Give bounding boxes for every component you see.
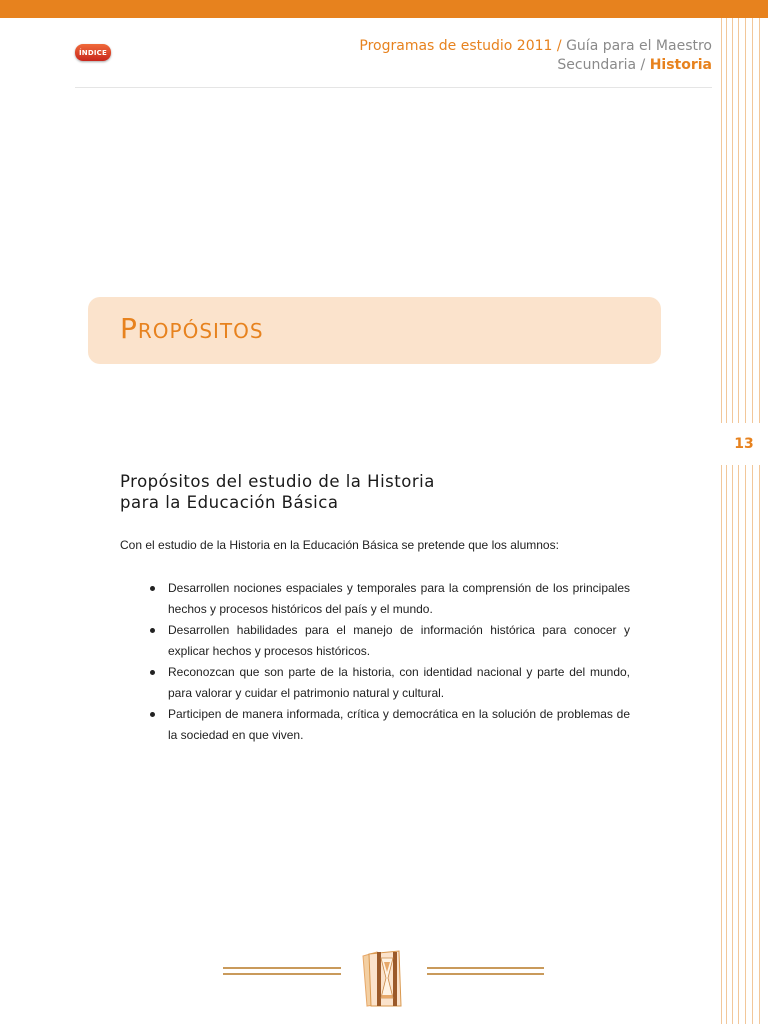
decorative-line bbox=[732, 18, 733, 1024]
decorative-line bbox=[759, 18, 760, 1024]
list-item: Participen de manera informada, crítica y democrática en la solución de problemas de la sociedad en que viven. bbox=[150, 704, 630, 746]
page-number bbox=[720, 423, 768, 465]
decorative-line bbox=[745, 18, 746, 1024]
hourglass-icon bbox=[355, 948, 413, 1008]
intro-paragraph: Con el estudio de la Historia en la Educación Básica se pretende que los alumnos: bbox=[120, 538, 559, 552]
decorative-line bbox=[752, 18, 753, 1024]
level-label: Secundaria bbox=[557, 57, 637, 73]
header-separator: / bbox=[640, 57, 646, 73]
decorative-line bbox=[726, 18, 727, 1024]
decorative-line bbox=[738, 18, 739, 1024]
list-item: Reconozcan que son parte de la historia, con identidad nacional y parte del mundo, para valorar y cuidar el patrimonio natural y cultural. bbox=[150, 662, 630, 704]
header-divider bbox=[75, 87, 712, 88]
subject-label: Historia bbox=[649, 57, 712, 73]
indice-button[interactable]: ÍNDICE bbox=[75, 44, 111, 61]
page-header bbox=[359, 37, 712, 75]
section-title: Propósitos bbox=[120, 312, 264, 345]
list-item: Desarrollen habilidades para el manejo de información histórica para conocer y explicar hechos y procesos históricos. bbox=[150, 620, 630, 662]
program-title: Programas de estudio 2011 bbox=[359, 38, 553, 54]
footer-ornament-left bbox=[223, 967, 341, 979]
list-item: Desarrollen nociones espaciales y temporales para la comprensión de los principales hechos y procesos históricos del país y el mundo. bbox=[150, 578, 630, 620]
guide-title: Guía para el Maestro bbox=[566, 38, 712, 54]
top-bar bbox=[0, 0, 768, 18]
page-number-text: 13 bbox=[734, 436, 754, 452]
heading-line-1: Propósitos del estudio de la Historia bbox=[120, 472, 435, 491]
decorative-line bbox=[721, 18, 722, 1024]
header-separator: / bbox=[556, 38, 562, 54]
purpose-list bbox=[150, 578, 630, 746]
footer-ornament-right bbox=[427, 967, 544, 979]
heading-line-2: para la Educación Básica bbox=[120, 493, 339, 512]
content-heading bbox=[120, 471, 435, 513]
